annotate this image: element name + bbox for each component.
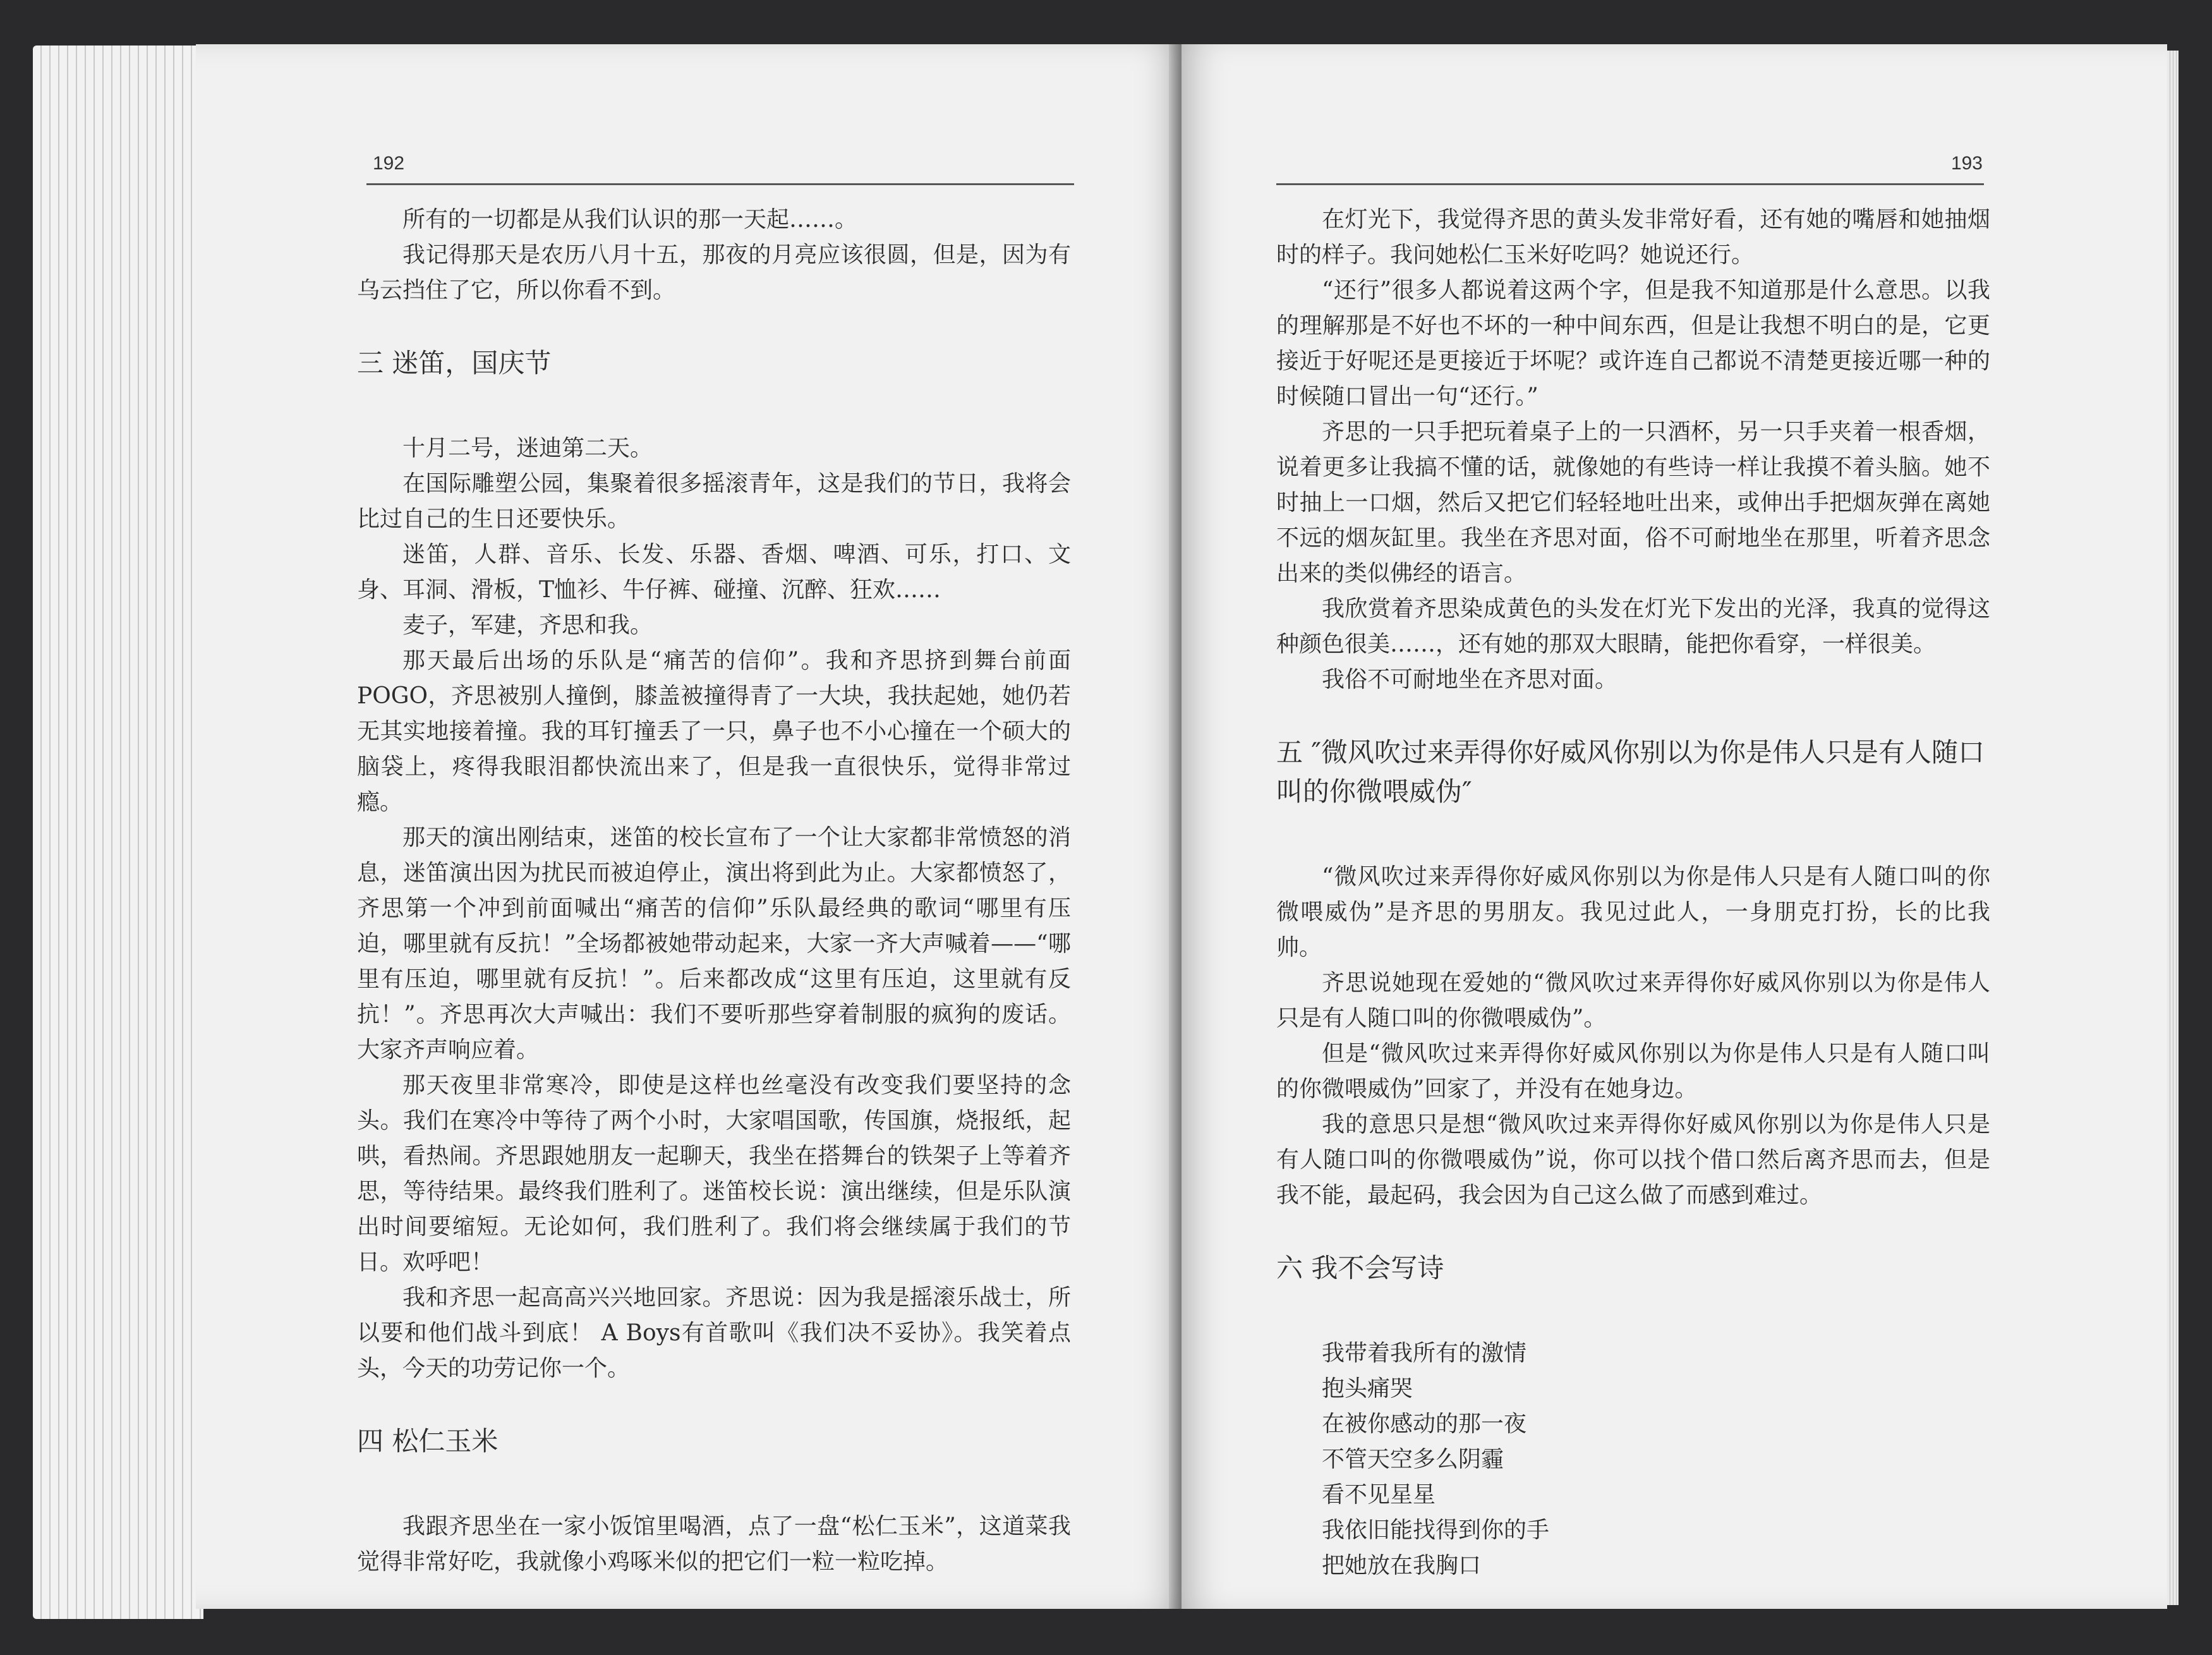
left-page-content <box>357 202 1071 1580</box>
paragraph: “微风吹过来弄得你好威风你别以为你是伟人只是有人随口叫的你微喂威伪”是齐思的男朋友。我见过此人，一身朋克打扮，长的比我帅。 <box>1276 864 1990 961</box>
paragraph: “还行”很多人都说着这两个字，但是我不知道那是什么意思。以我的理解那是不好也不坏的一种中间东西，但是让我想不明白的是，它更接近于好呢还是更接近于坏呢？或许连自己都说不清楚更接近哪一种的时候随口冒出一句“还行。” <box>1276 277 1990 409</box>
paragraph: 十月二号，迷迪第二天。 <box>402 435 653 461</box>
paragraph: 在国际雕塑公园，集聚着很多摇滚青年，这是我们的节日，我将会比过自己的生日还要快乐。 <box>357 471 1071 532</box>
paragraph: 我记得那天是农历八月十五，那夜的月亮应该很圆，但是，因为有乌云挡住了它，所以你看不到。 <box>357 242 1071 303</box>
paragraph: 我俗不可耐地坐在齐思对面。 <box>1322 667 1618 693</box>
paragraph: 齐思的一只手把玩着桌子上的一只酒杯，另一只手夹着一根香烟，说着更多让我搞不懂的话，就像她的有些诗一样让我摸不着头脑。她不时抽上一口烟，然后又把它们轻轻地吐出来，或伸出手把烟灰弹在离她不远的烟灰缸里。我坐在齐思对面，俗不可耐地坐在那里，听着齐思念出来的类似佛经的语言。 <box>1276 419 1990 586</box>
poem-line: 在被你感动的那一夜 <box>1322 1411 1527 1437</box>
paragraph: 所有的一切都是从我们认识的那一天起……。 <box>402 207 858 233</box>
right-page-content <box>1276 202 1990 1584</box>
left-page-header <box>366 145 1074 185</box>
paragraph: 在灯光下，我觉得齐思的黄头发非常好看，还有她的嘴唇和她抽烟时的样子。我问她松仁玉米好吃吗？她说还行。 <box>1276 207 1990 268</box>
paragraph: 我和齐思一起高高兴兴地回家。齐思说：因为我是摇滚乐战士，所以要和他们战斗到底！ A Boys有首歌叫《我们决不妥协》。我笑着点头，今天的功劳记你一个。 <box>357 1285 1071 1381</box>
paragraph: 我的意思只是想“微风吹过来弄得你好威风你别以为你是伟人只是有人随口叫的你微喂威伪”说，你可以找个借口然后离齐思而去，但是我不能，最起码，我会因为自己这么做了而感到难过。 <box>1276 1112 1990 1208</box>
poem-line: 看不见星星 <box>1322 1482 1436 1508</box>
page-edges-right <box>2167 51 2179 1605</box>
paragraph: 那天的演出刚结束，迷笛的校长宣布了一个让大家都非常愤怒的消息，迷笛演出因为扰民而被迫停止，演出将到此为止。大家都愤怒了，齐思第一个冲到前面喊出“痛苦的信仰”乐队最经典的歌词“哪里有压迫，哪里就有反抗！”全场都被她带动起来，大家一齐大声喊着——“哪里有压迫，哪里就有反抗！”。后来都改成“这里有压迫，这里就有反抗！”。齐思再次大声喊出：我们不要听那些穿着制服的疯狗的废话。大家齐声响应着。 <box>357 825 1071 1063</box>
section-heading: 五 ″微风吹过来弄得你好威风你别以为你是伟人只是有人随口叫的你微喂威伪″ <box>1276 737 1985 807</box>
left-page <box>196 44 1182 1609</box>
right-page <box>1182 44 2167 1609</box>
poem-line: 不管天空多么阴霾 <box>1322 1446 1504 1472</box>
poem-line: 我依旧能找得到你的手 <box>1322 1517 1550 1543</box>
poem-line: 我带着我所有的激情 <box>1322 1340 1527 1366</box>
poem-line: 抱头痛哭 <box>1322 1376 1413 1402</box>
paragraph: 齐思说她现在爱她的“微风吹过来弄得你好威风你别以为你是伟人只是有人随口叫的你微喂威伪”。 <box>1276 970 1990 1031</box>
paragraph: 我欣赏着齐思染成黄色的头发在灯光下发出的光泽，我真的觉得这种颜色很美……，还有她的那双大眼睛，能把你看穿，一样很美。 <box>1276 596 1990 657</box>
poem <box>1276 1336 1990 1584</box>
right-page-header <box>1276 145 1984 185</box>
paragraph: 迷笛，人群、音乐、长发、乐器、香烟、啤酒、可乐，打口、文身、耳洞、滑板，T恤衫、牛仔裤、碰撞、沉醉、狂欢…… <box>357 542 1071 603</box>
paragraph: 那天最后出场的乐队是“痛苦的信仰”。我和齐思挤到舞台前面POGO，齐思被别人撞倒，膝盖被撞得青了一大块，我扶起她，她仍若无其实地接着撞。我的耳钉撞丢了一只，鼻子也不小心撞在一个硕大的脑袋上，疼得我眼泪都快流出来了，但是我一直很快乐，觉得非常过瘾。 <box>357 648 1071 815</box>
section-heading: 三 迷笛，国庆节 <box>357 348 552 379</box>
page-number-left: 192 <box>373 153 405 174</box>
section-heading: 六 我不会写诗 <box>1276 1252 1444 1283</box>
page-number-right: 193 <box>1950 153 1983 174</box>
section-heading: 四 松仁玉米 <box>357 1426 499 1457</box>
paragraph: 我跟齐思坐在一家小饭馆里喝酒，点了一盘“松仁玉米”，这道菜我觉得非常好吃，我就像小鸡啄米似的把它们一粒一粒吃掉。 <box>357 1513 1071 1575</box>
paragraph: 那天夜里非常寒冷，即使是这样也丝毫没有改变我们要坚持的念头。我们在寒冷中等待了两个小时，大家唱国歌，传国旗，烧报纸，起哄，看热闹。齐思跟她朋友一起聊天，我坐在搭舞台的铁架子上等着齐思，等待结果。最终我们胜利了。迷笛校长说：演出继续，但是乐队演出时间要缩短。无论如何，我们胜利了。我们将会继续属于我们的节日。欢呼吧！ <box>357 1072 1071 1275</box>
paragraph: 麦子，军建，齐思和我。 <box>402 612 653 638</box>
paragraph: 但是“微风吹过来弄得你好威风你别以为你是伟人只是有人随口叫的你微喂威伪”回家了，并没有在她身边。 <box>1276 1041 1990 1102</box>
poem-line: 把她放在我胸口 <box>1322 1553 1482 1579</box>
page-edges-left <box>33 45 203 1619</box>
